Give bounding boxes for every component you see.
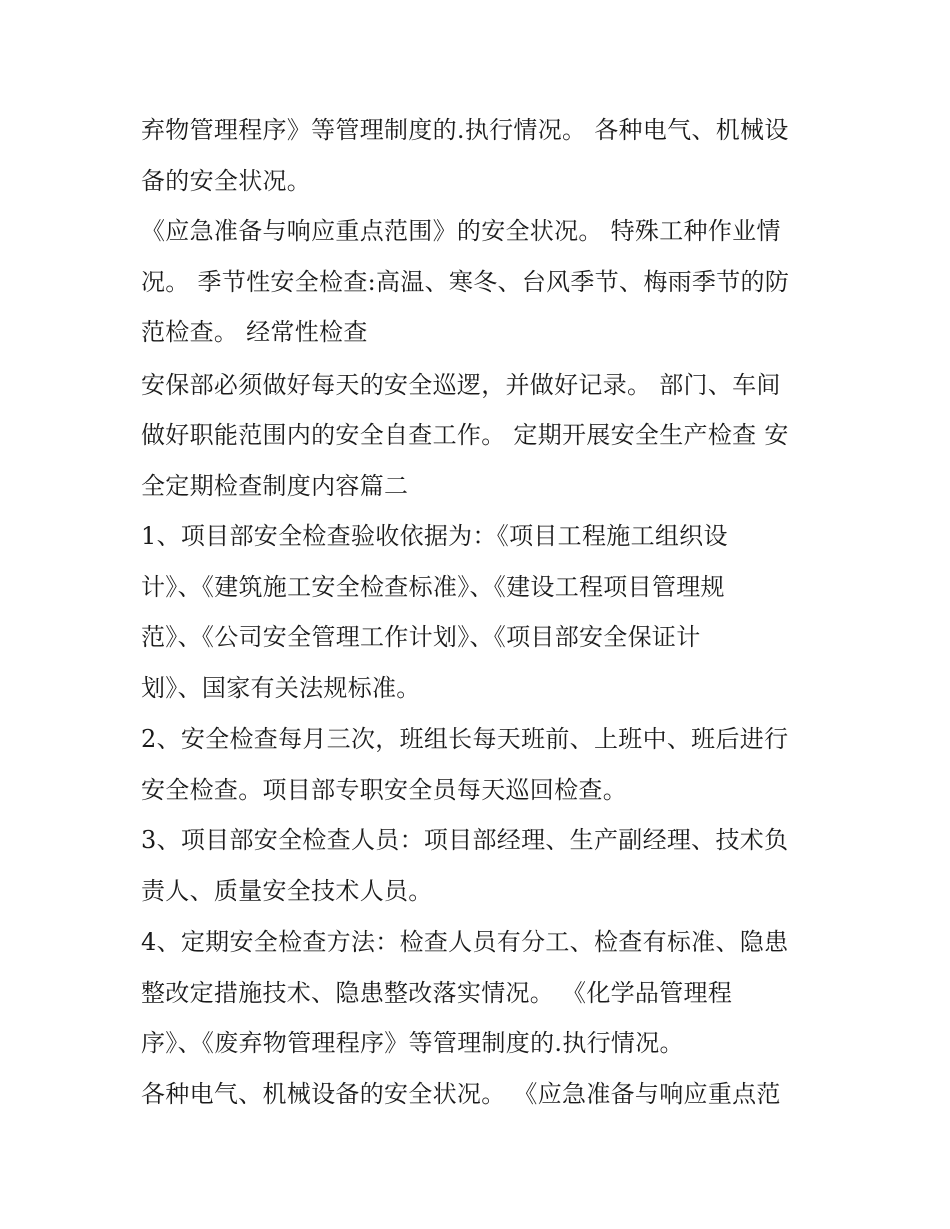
text-line: 责人、质量安全技术人员。 [141,877,433,905]
text-line: 序》、《废弃物管理程序》等管理制度的.执行情况。 [141,1029,684,1057]
text-line: 4、定期安全检查方法：检查人员有分工、检查有标准、隐患 [141,928,789,956]
text-line: 范》、《公司安全管理工作计划》、《项目部安全保证计 [141,623,701,651]
text-line: 《应急准备与响应重点范围》的安全状况。 特殊工种作业情 [141,217,781,245]
text-line: 安全检查。项目部专职安全员每天巡回检查。 [141,776,627,804]
text-line: 备的安全状况。 [141,167,312,195]
text-line: 范检查。 经常性检查 [141,318,368,346]
text-line: 计》、《建筑施工安全检查标准》、《建设工程项目管理规 [141,573,725,601]
text-line: 安保部必须做好每天的安全巡逻，并做好记录。 部门、车间 [141,371,781,399]
text-line: 2、安全检查每月三次，班组长每天班前、上班中、班后进行 [141,725,789,753]
text-line: 做好职能范围内的安全自查工作。 定期开展安全生产检查 安 [141,421,789,449]
text-line: 各种电气、机械设备的安全状况。 《应急准备与响应重点范 [141,1080,781,1108]
text-line: 弃物管理程序》等管理制度的.执行情况。 各种电气、机械设 [141,116,789,144]
text-line: 全定期检查制度内容篇二 [141,472,409,500]
text-line: 整改定措施技术、隐患整改落实情况。 《化学品管理程 [141,979,733,1007]
text-line: 1、项目部安全检查验收依据为：《项目工程施工组织设 [141,522,728,550]
text-line: 3、项目部安全检查人员：项目部经理、生产副经理、技术负 [141,826,789,854]
text-line: 况。 季节性安全检查:高温、寒冬、台风季节、梅雨季节的防 [141,268,790,296]
text-line: 划》、国家有关法规标准。 [141,674,421,702]
